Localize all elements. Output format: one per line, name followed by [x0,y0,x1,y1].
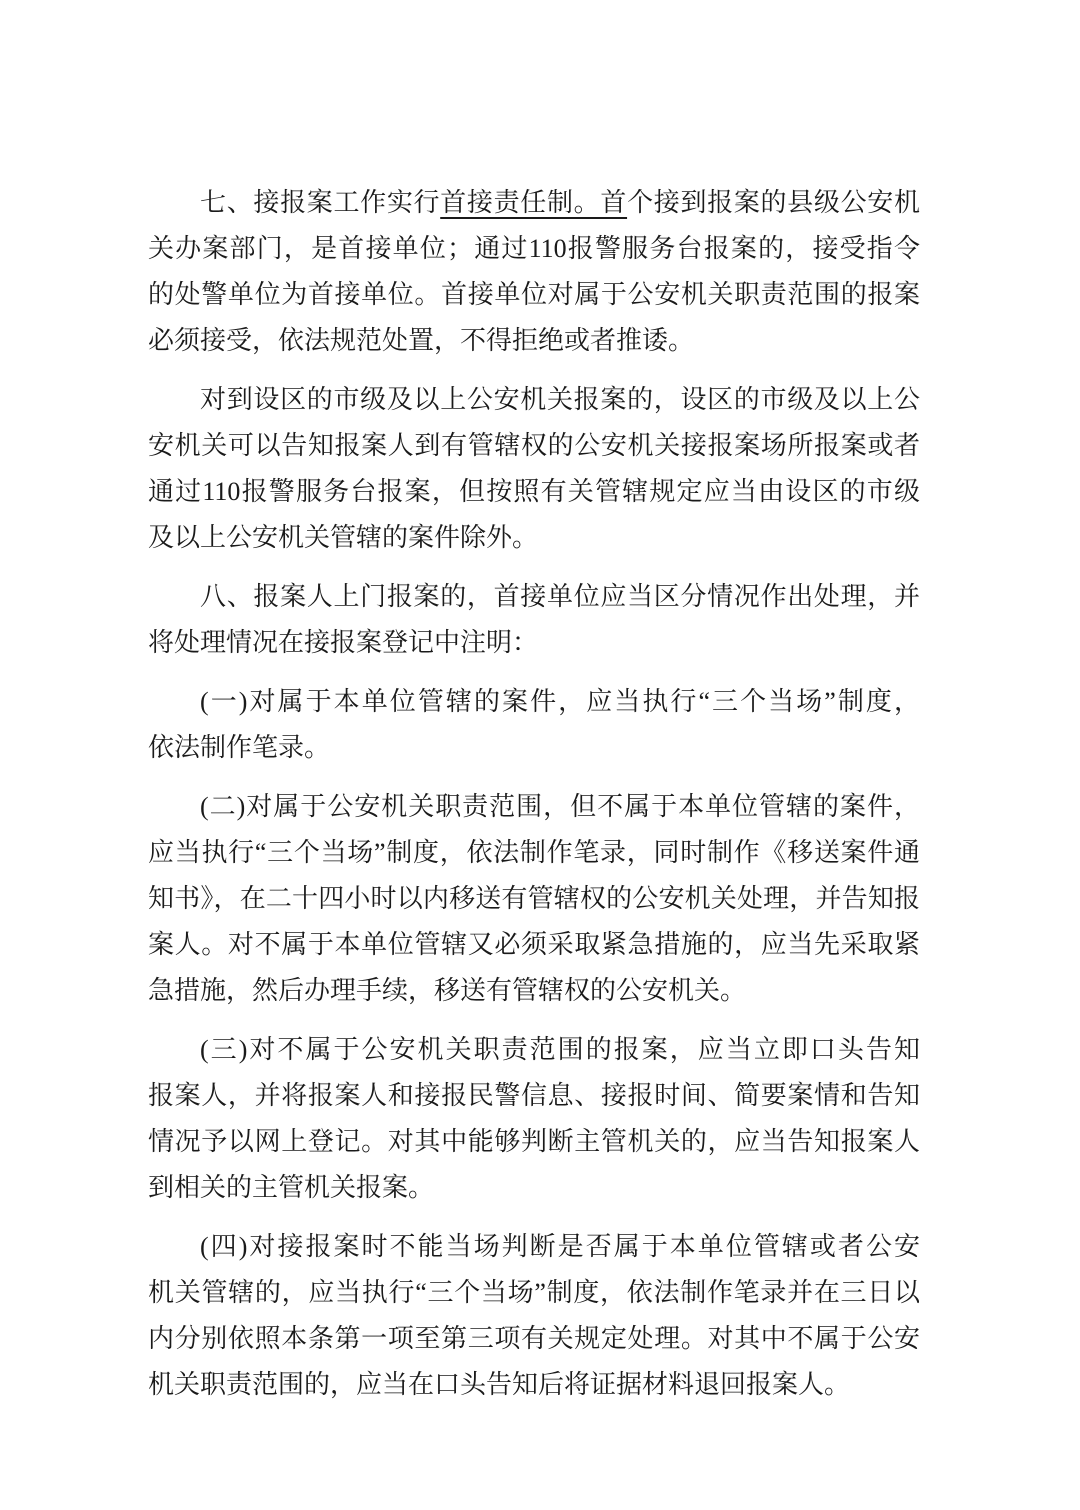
paragraph [148,784,920,1014]
text-segment: 对到设区的市级及以上公安机关报案的，设区的市级及以上公 [200,385,920,414]
text-segment: 机关职责范围的，应当在口头告知后将证据材料退回报案人。 [148,1370,851,1399]
text-segment: 机关管辖的，应当执行“三个当场”制度，依法制作笔录并在三日以 [148,1278,920,1307]
text-segment: 通过110报警服务台报案，但按照有关管辖规定应当由设区的市级 [148,477,920,506]
text-line [148,377,920,423]
text-segment: 的处警单位为首接单位。首接单位对属于公安机关职责范围的报案 [148,280,920,309]
text-line [148,876,920,922]
text-line [148,180,920,226]
text-segment: 案人。对不属于本单位管辖又必须采取紧急措施的，应当先采取紧 [148,930,920,959]
text-line [148,1073,920,1119]
text-segment: 安机关可以告知报案人到有管辖权的公安机关接报案场所报案或者 [148,431,920,460]
text-line [148,1165,920,1211]
text-line [148,620,920,666]
text-segment: 内分别依照本条第一项至第三项有关规定处理。对其中不属于公安 [148,1324,920,1353]
text-segment: 八、报案人上门报案的，首接单位应当区分情况作出处理，并 [200,582,920,611]
text-line [148,1224,920,1270]
text-segment: 将处理情况在接报案登记中注明： [148,628,539,657]
text-segment: 及以上公安机关管辖的案件除外。 [148,523,539,552]
text-line [148,1362,920,1408]
text-segment: 关办案部门，是首接单位；通过110报警服务台报案的，接受指令 [148,234,920,263]
text-segment: 七、接报案工作实行 [200,188,441,217]
text-segment: 到相关的主管机关报案。 [148,1173,435,1202]
text-line [148,469,920,515]
underlined-text: 首接责任制。首 [440,188,628,217]
text-segment: (三)对不属于公安机关职责范围的报案，应当立即口头告知 [200,1035,920,1064]
text-segment: (二)对属于公安机关职责范围，但不属于本单位管辖的案件， [200,792,920,821]
text-segment: 依法制作笔录。 [148,733,331,762]
text-line [148,679,920,725]
text-segment: (一)对属于本单位管辖的案件，应当执行“三个当场”制度， [200,687,920,716]
text-line [148,1119,920,1165]
text-line [148,1316,920,1362]
text-line [148,272,920,318]
text-line [148,725,920,771]
paragraph [148,377,920,561]
text-line [148,830,920,876]
text-segment: 报案人，并将报案人和接报民警信息、接报时间、简要案情和告知 [148,1081,920,1110]
text-segment: 个接到报案的县级公安机 [627,188,920,217]
text-segment: 必须接受，依法规范处置，不得拒绝或者推诿。 [148,326,695,355]
text-line [148,968,920,1014]
text-segment: 知书》，在二十四小时以内移送有管辖权的公安机关处理，并告知报 [148,884,920,913]
text-line [148,1027,920,1073]
text-line [148,318,920,364]
text-line [148,515,920,561]
text-line [148,784,920,830]
text-segment: 应当执行“三个当场”制度，依法制作笔录，同时制作《移送案件通 [148,838,920,867]
text-line [148,574,920,620]
text-segment: 情况予以网上登记。对其中能够判断主管机关的，应当告知报案人 [148,1127,920,1156]
paragraph [148,1224,920,1408]
text-line [148,423,920,469]
paragraph [148,574,920,666]
text-line [148,1270,920,1316]
paragraph [148,180,920,364]
text-segment: 急措施，然后办理手续，移送有管辖权的公安机关。 [148,976,747,1005]
paragraph [148,1027,920,1211]
document-body [148,180,920,1421]
text-line [148,922,920,968]
paragraph [148,679,920,771]
text-segment: (四)对接报案时不能当场判断是否属于本单位管辖或者公安 [200,1232,920,1261]
text-line [148,226,920,272]
